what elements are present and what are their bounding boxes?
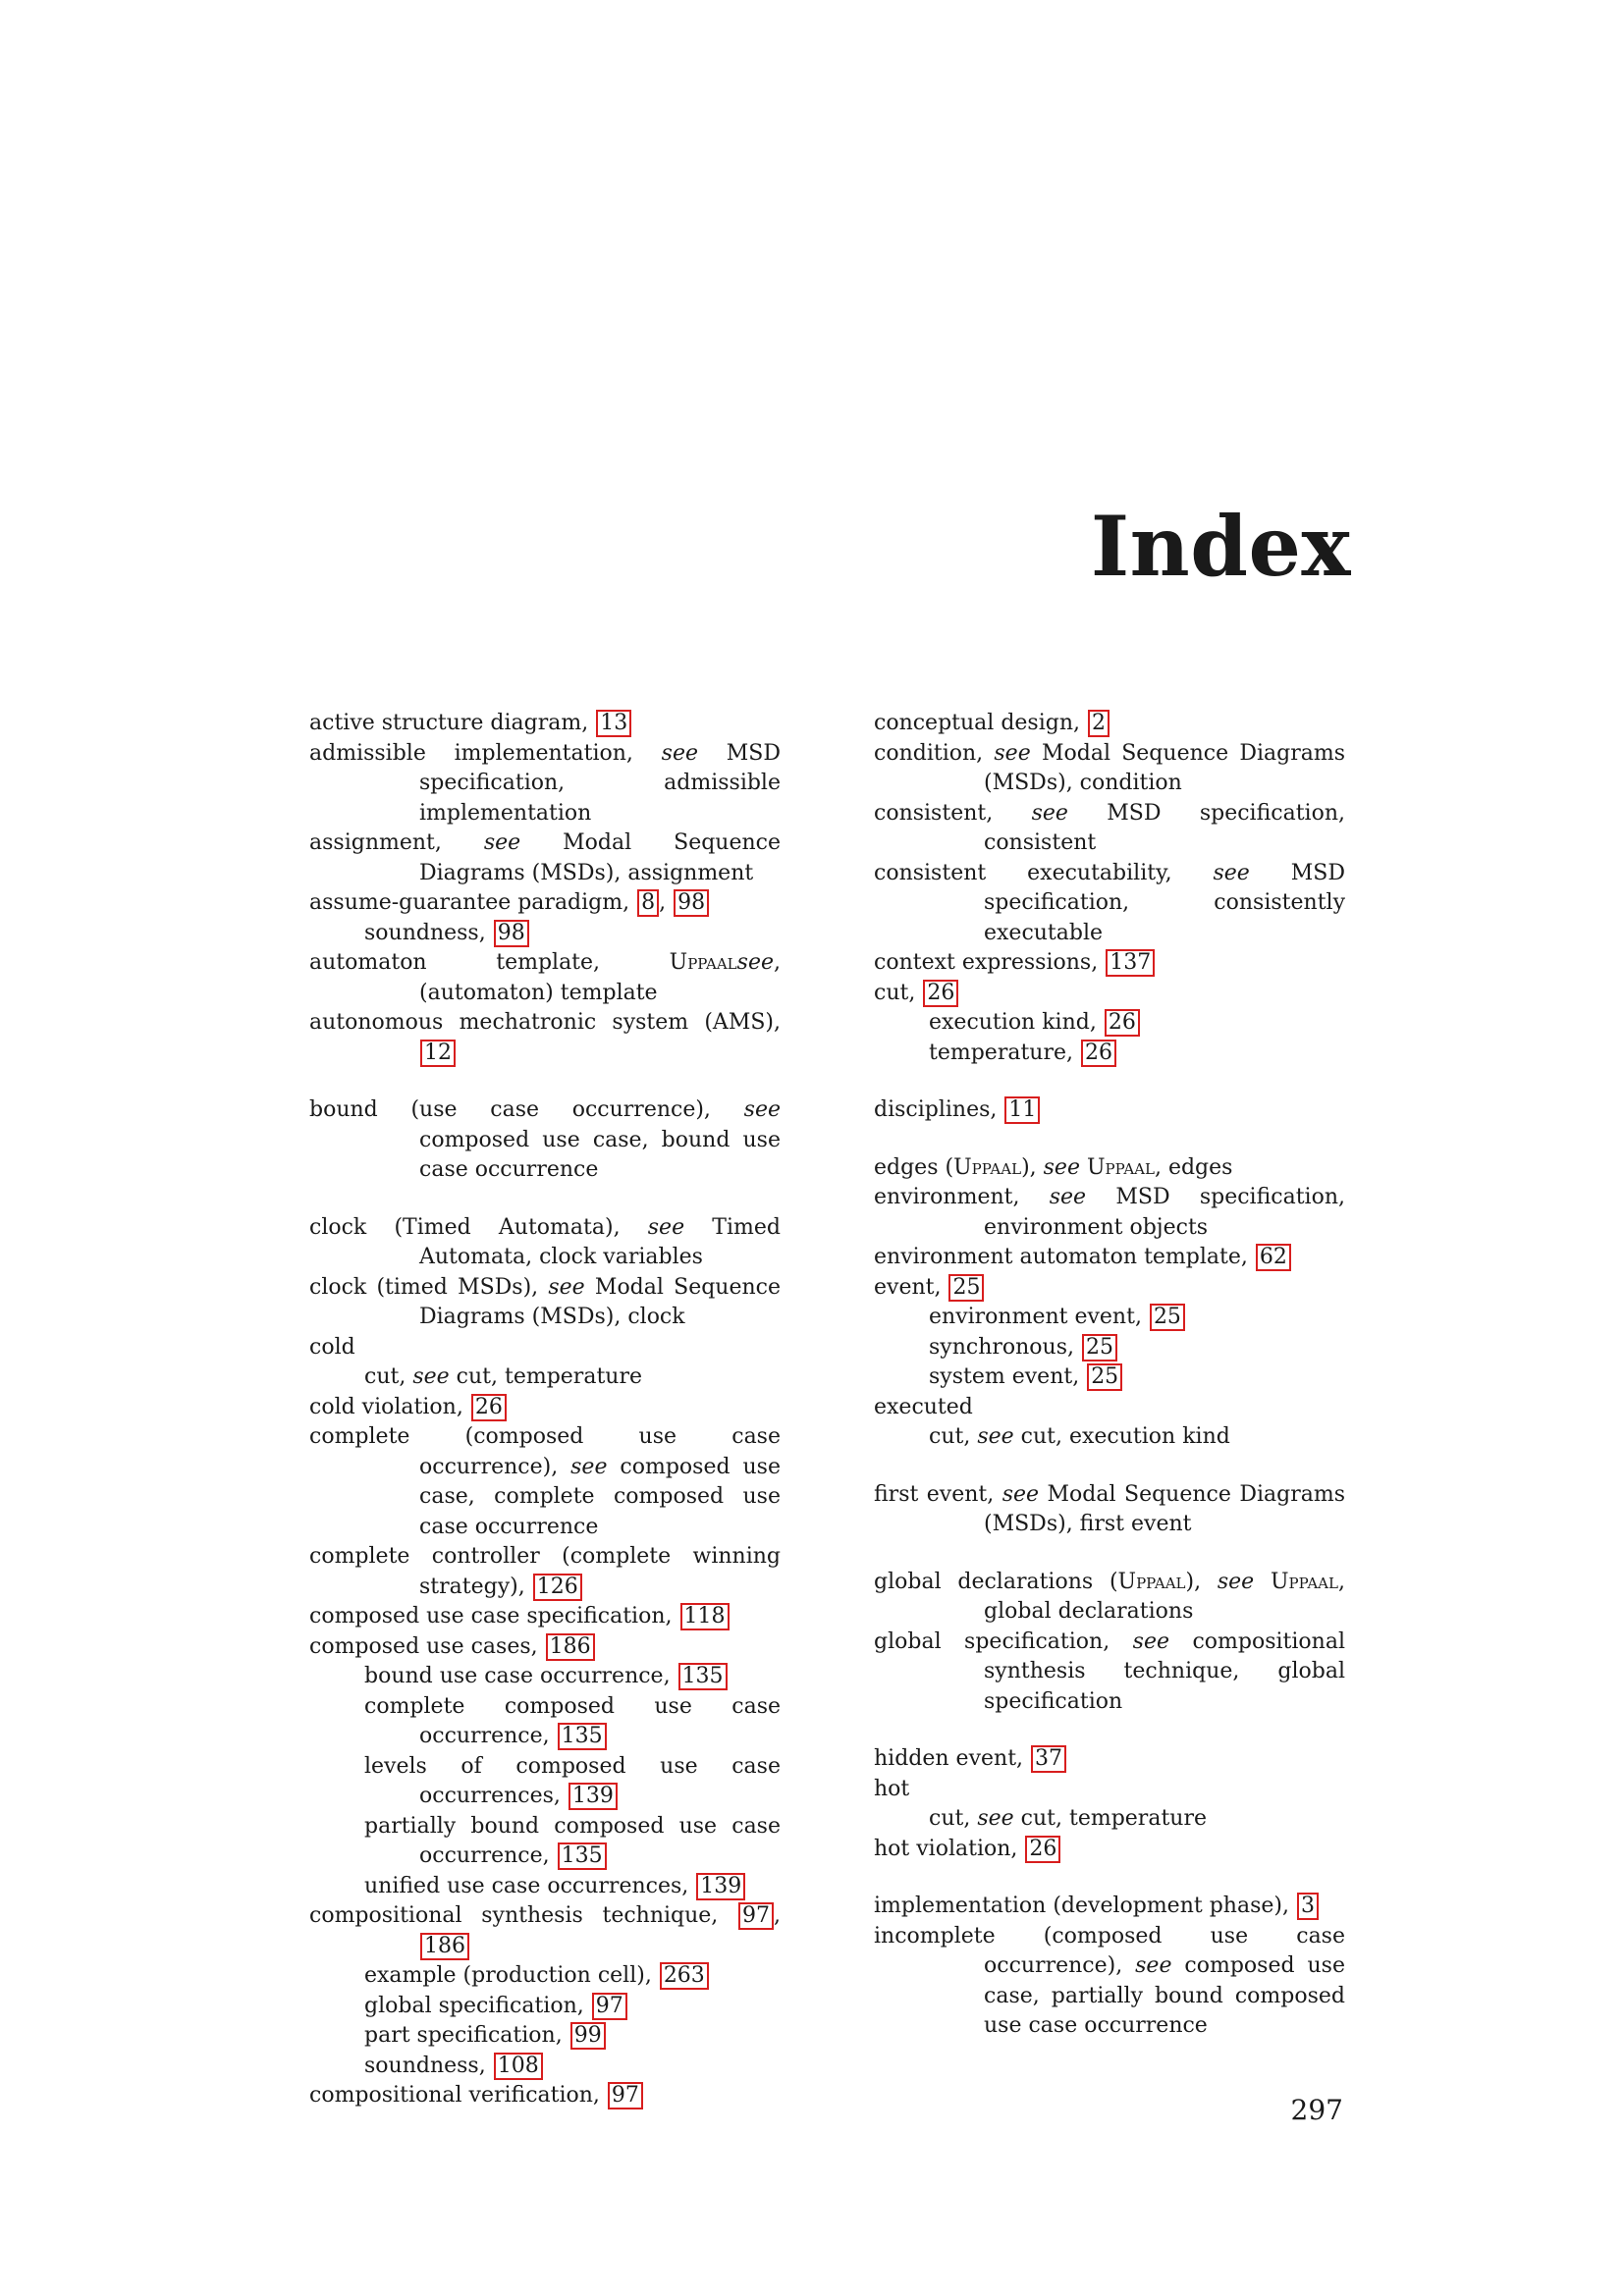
page-reference-link[interactable]: 186 [546, 1633, 595, 1661]
see-reference: see [548, 1274, 585, 1300]
page-reference-link[interactable]: 98 [674, 889, 709, 917]
page-reference-link[interactable]: 11 [1004, 1096, 1040, 1124]
index-entry [309, 1008, 781, 1068]
see-reference: see [647, 1214, 685, 1240]
index-group-gap [874, 1068, 1345, 1095]
see-reference: see [412, 1364, 450, 1389]
index-entry [874, 1775, 1345, 1805]
index-entry [874, 1628, 1345, 1718]
see-reference: see [977, 1806, 1014, 1831]
entry-term: automaton template, [309, 950, 670, 975]
page-reference-link[interactable]: 97 [592, 1993, 627, 2020]
entry-term: temperature, [929, 1040, 1080, 1065]
index-subentry [874, 1008, 1345, 1039]
index-entry [874, 1480, 1345, 1540]
entry-term: bound use case occurrence, [364, 1664, 677, 1688]
entry-term: part specification, [364, 2023, 569, 2048]
see-target[interactable]: Modal Sequence Diagrams (MSDs), condition [984, 740, 1345, 795]
index-subentry [874, 1039, 1345, 1069]
entry-term: environment automaton template, [874, 1245, 1255, 1269]
index-entry [874, 1153, 1345, 1184]
see-reference: see [743, 1097, 781, 1122]
see-target[interactable]: Modal Sequence Diagrams (MSDs), clock [419, 1274, 781, 1329]
entry-term: consistent executability, [874, 860, 1214, 885]
entry-term: unified use case occurrences, [364, 1873, 696, 1898]
entry-term: compositional verification, [309, 2083, 607, 2108]
see-reference: see [483, 830, 521, 855]
index-subentry [309, 2021, 781, 2052]
index-subentry [874, 1362, 1345, 1393]
entry-term: first event, [874, 1481, 1002, 1507]
entry-term: clock (timed MSDs), [309, 1274, 549, 1300]
index-entry [309, 2081, 781, 2111]
index-entry [874, 1835, 1345, 1865]
page-reference-link[interactable]: 26 [923, 980, 958, 1007]
entry-term: cut, [929, 1424, 978, 1449]
index-entry [309, 948, 781, 1008]
page-reference-link[interactable]: 25 [1150, 1304, 1185, 1331]
entry-term: soundness, [364, 920, 493, 945]
entry-term: edges ( [874, 1154, 954, 1180]
see-reference: see [977, 1424, 1014, 1449]
index-entry [309, 1273, 781, 1333]
entry-term: disciplines, [874, 1097, 1004, 1122]
index-entry [309, 1213, 781, 1273]
see-reference: see [1217, 1569, 1255, 1594]
entry-term: admissible implementation, [309, 740, 662, 766]
entry-term: assume-guarantee paradigm, [309, 890, 637, 915]
index-group-gap [874, 1864, 1345, 1892]
entry-term: cold violation, [309, 1394, 470, 1419]
index-entry [874, 1273, 1345, 1304]
index-entry [874, 709, 1345, 739]
index-subentry [309, 1752, 781, 1812]
entry-term-smallcaps: Uppaal [953, 1154, 1022, 1180]
index-group-gap [309, 1186, 781, 1213]
entry-term: autonomous mechatronic system (AMS), [309, 1010, 781, 1035]
page-reference-link[interactable]: 3 [1297, 1893, 1319, 1920]
entry-term: implementation (development phase), [874, 1894, 1296, 1918]
entry-term: cut, [364, 1364, 413, 1389]
see-target[interactable]: MSD specification, consistent [984, 800, 1345, 855]
entry-term: ), [1185, 1569, 1218, 1594]
index-entry: assume-guarantee paradigm, 8 , 98 [309, 888, 781, 919]
index-entry [309, 828, 781, 888]
see-reference: see [1031, 800, 1068, 826]
see-reference: see [1043, 1154, 1080, 1180]
entry-term: cold [309, 1334, 355, 1360]
entry-term: event, [874, 1274, 948, 1300]
index-subentry [309, 1362, 781, 1393]
index-subentry [874, 1333, 1345, 1363]
index-subentry [309, 2052, 781, 2082]
page-reference-link[interactable]: 186 [420, 1933, 469, 1960]
entry-term: cut, [929, 1806, 978, 1831]
page-reference-link[interactable]: 139 [696, 1873, 745, 1900]
page-reference-link[interactable]: 135 [558, 1842, 607, 1870]
index-group-gap [309, 1068, 781, 1095]
page-reference-link[interactable]: 108 [494, 2053, 543, 2080]
index-entry [309, 1632, 781, 1663]
page-reference-link[interactable]: 8 [637, 889, 659, 917]
entry-term: active structure diagram, [309, 711, 596, 735]
page-reference-link[interactable]: 98 [494, 920, 529, 947]
index-subentry [874, 1303, 1345, 1333]
see-target-smallcaps[interactable]: Uppaal [1271, 1569, 1338, 1594]
see-reference: see [570, 1454, 608, 1479]
see-target[interactable]: composed use case, partially bound composed use case occurrence [984, 1953, 1345, 2038]
entry-term: assignment, [309, 830, 484, 855]
page-reference-link[interactable]: 263 [660, 1962, 709, 1990]
page-reference-link[interactable]: 62 [1256, 1244, 1291, 1271]
entry-term: synchronous, [929, 1334, 1081, 1360]
index-subentry [309, 1961, 781, 1992]
page-reference-link[interactable]: 135 [678, 1663, 728, 1690]
entry-term: context expressions, [874, 950, 1106, 975]
entry-term-smallcaps: Uppaal [669, 950, 737, 975]
index-entry [874, 1568, 1345, 1628]
page-reference-link[interactable]: 25 [1087, 1363, 1122, 1391]
entry-term: soundness, [364, 2053, 493, 2078]
page-reference-link[interactable]: 137 [1106, 949, 1155, 977]
entry-term: global specification, [874, 1629, 1133, 1654]
index-entry [874, 1243, 1345, 1273]
entry-term: partially bound composed use case occurrence, [364, 1813, 781, 1868]
page-reference-link[interactable]: 37 [1031, 1745, 1066, 1773]
entry-term: hidden event, [874, 1746, 1031, 1771]
index-subentry [309, 1812, 781, 1872]
entry-term: condition, [874, 740, 995, 766]
index-entry [309, 1602, 781, 1632]
see-reference: see [1135, 1953, 1172, 1978]
page-reference-link[interactable]: 97 [738, 1902, 774, 1930]
entry-term: cut, [874, 980, 923, 1005]
index-subentry [874, 1804, 1345, 1835]
index-entry [874, 1393, 1345, 1423]
index-entry [309, 739, 781, 829]
see-target[interactable]: composed use case, bound use case occurrence [419, 1127, 781, 1182]
see-reference: see [661, 740, 699, 766]
see-reference: see [1132, 1629, 1170, 1654]
see-reference: see [1049, 1185, 1087, 1209]
index-subentry [874, 1422, 1345, 1453]
index-entry [874, 859, 1345, 949]
see-target[interactable]: cut, execution kind [1013, 1424, 1230, 1449]
see-reference: see [994, 740, 1031, 766]
see-target[interactable]: , global declarations [984, 1569, 1345, 1624]
see-target[interactable]: , (automaton) template [419, 950, 781, 1005]
see-target[interactable]: composed use case, complete composed use case occurrence [419, 1454, 781, 1539]
see-target[interactable]: MSD specification, consistently executable [984, 860, 1346, 945]
index-group-gap [874, 1540, 1345, 1568]
see-target[interactable]: Timed Automata, clock variables [419, 1214, 781, 1269]
entry-term: example (production cell), [364, 1963, 659, 1988]
index-group-gap [874, 1717, 1345, 1744]
page-reference-link[interactable]: 12 [420, 1040, 456, 1067]
entry-term: complete controller (complete winning strategy), [309, 1544, 781, 1599]
page-title: Index [1090, 498, 1351, 595]
see-target[interactable]: , edges [1154, 1154, 1233, 1180]
entry-term: complete composed use case occurrence, [364, 1693, 781, 1748]
index-entry [309, 1095, 781, 1186]
entry-term: clock (Timed Automata), [309, 1214, 648, 1240]
entry-term: environment, [874, 1185, 1050, 1209]
index-subentry [309, 1872, 781, 1902]
see-target[interactable]: MSD specification, environment objects [984, 1185, 1345, 1240]
entry-term: conceptual design, [874, 711, 1087, 735]
entry-term: composed use cases, [309, 1633, 545, 1659]
index-entry [309, 709, 781, 739]
see-target[interactable]: cut, temperature [1013, 1806, 1207, 1831]
index-subentry [309, 919, 781, 949]
index-entry [874, 1744, 1345, 1775]
entry-term: global declarations ( [874, 1569, 1118, 1594]
page-reference-link[interactable]: 26 [1081, 1040, 1116, 1067]
see-reference: see [736, 950, 774, 975]
index-entry: compositional synthesis technique, 97 , 186 [309, 1903, 781, 1958]
index-subentry [309, 1662, 781, 1692]
entry-term: compositional synthesis technique, [309, 1903, 737, 1928]
page-reference-link[interactable]: 26 [1025, 1836, 1060, 1863]
index-entry [874, 1892, 1345, 1922]
index-entry [874, 799, 1345, 859]
see-target[interactable]: Modal Sequence Diagrams (MSDs), first event [984, 1481, 1345, 1536]
index-entry [874, 1183, 1345, 1243]
page-reference-link[interactable]: 2 [1088, 710, 1110, 737]
index-entry [874, 739, 1345, 799]
index-group-gap [874, 1126, 1345, 1153]
see-reference: see [1001, 1481, 1040, 1507]
entry-term-smallcaps: Uppaal [1117, 1569, 1186, 1594]
index-entry [309, 1393, 781, 1423]
entry-term: levels of composed use case occurrences, [364, 1753, 781, 1808]
entry-term: hot [874, 1776, 910, 1801]
index-entry [874, 1922, 1345, 2042]
entry-term: bound (use case occurrence), [309, 1097, 744, 1122]
page-reference-link[interactable]: 25 [948, 1274, 984, 1302]
page-reference-link[interactable]: 26 [471, 1394, 507, 1421]
index-entry [309, 1542, 781, 1602]
see-target[interactable]: Modal Sequence Diagrams (MSDs), assignment [419, 830, 781, 885]
index-entry [874, 948, 1345, 979]
see-target-smallcaps[interactable]: Uppaal [1086, 1154, 1155, 1180]
entry-term: incomplete (composed use case occurrence), [874, 1923, 1345, 1978]
entry-term: hot violation, [874, 1836, 1025, 1861]
see-target[interactable]: compositional synthesis technique, global specification [984, 1629, 1345, 1714]
index-subentry [309, 1692, 781, 1752]
page-reference-link[interactable]: 13 [596, 710, 631, 737]
index-entry [874, 1095, 1345, 1126]
page-reference-link[interactable]: 118 [680, 1603, 730, 1630]
index-column-left [309, 709, 781, 2111]
index-entry [309, 1422, 781, 1542]
page-reference-link[interactable]: 99 [570, 2022, 606, 2050]
index-group-gap [874, 1453, 1345, 1480]
entry-term: ), [1021, 1154, 1044, 1180]
entry-term: global specification, [364, 1993, 591, 2018]
page-reference-link[interactable]: 139 [568, 1783, 618, 1810]
see-target[interactable]: cut, temperature [449, 1364, 642, 1389]
entry-term: consistent, [874, 800, 1032, 826]
page-number: 297 [1290, 2094, 1343, 2126]
entry-term: complete (composed use case occurrence), [309, 1424, 781, 1479]
index-subentry [309, 1992, 781, 2022]
see-target[interactable]: MSD specification, admissible implementation [419, 740, 781, 826]
see-reference: see [1213, 860, 1250, 885]
page-reference-link[interactable]: 97 [608, 2082, 643, 2109]
index-entry [874, 979, 1345, 1009]
entry-term: executed [874, 1394, 973, 1419]
entry-term: execution kind, [929, 1010, 1104, 1035]
page-reference-link[interactable]: 25 [1082, 1334, 1117, 1362]
index-entry [309, 1333, 781, 1363]
entry-term: system event, [929, 1364, 1087, 1389]
index-column-right [874, 709, 1345, 2042]
page-reference-link[interactable]: 135 [558, 1723, 607, 1750]
page-reference-link[interactable]: 126 [533, 1574, 582, 1601]
entry-term: environment event, [929, 1305, 1149, 1329]
page-reference-link[interactable]: 26 [1105, 1009, 1140, 1037]
entry-term: composed use case specification, [309, 1604, 679, 1629]
